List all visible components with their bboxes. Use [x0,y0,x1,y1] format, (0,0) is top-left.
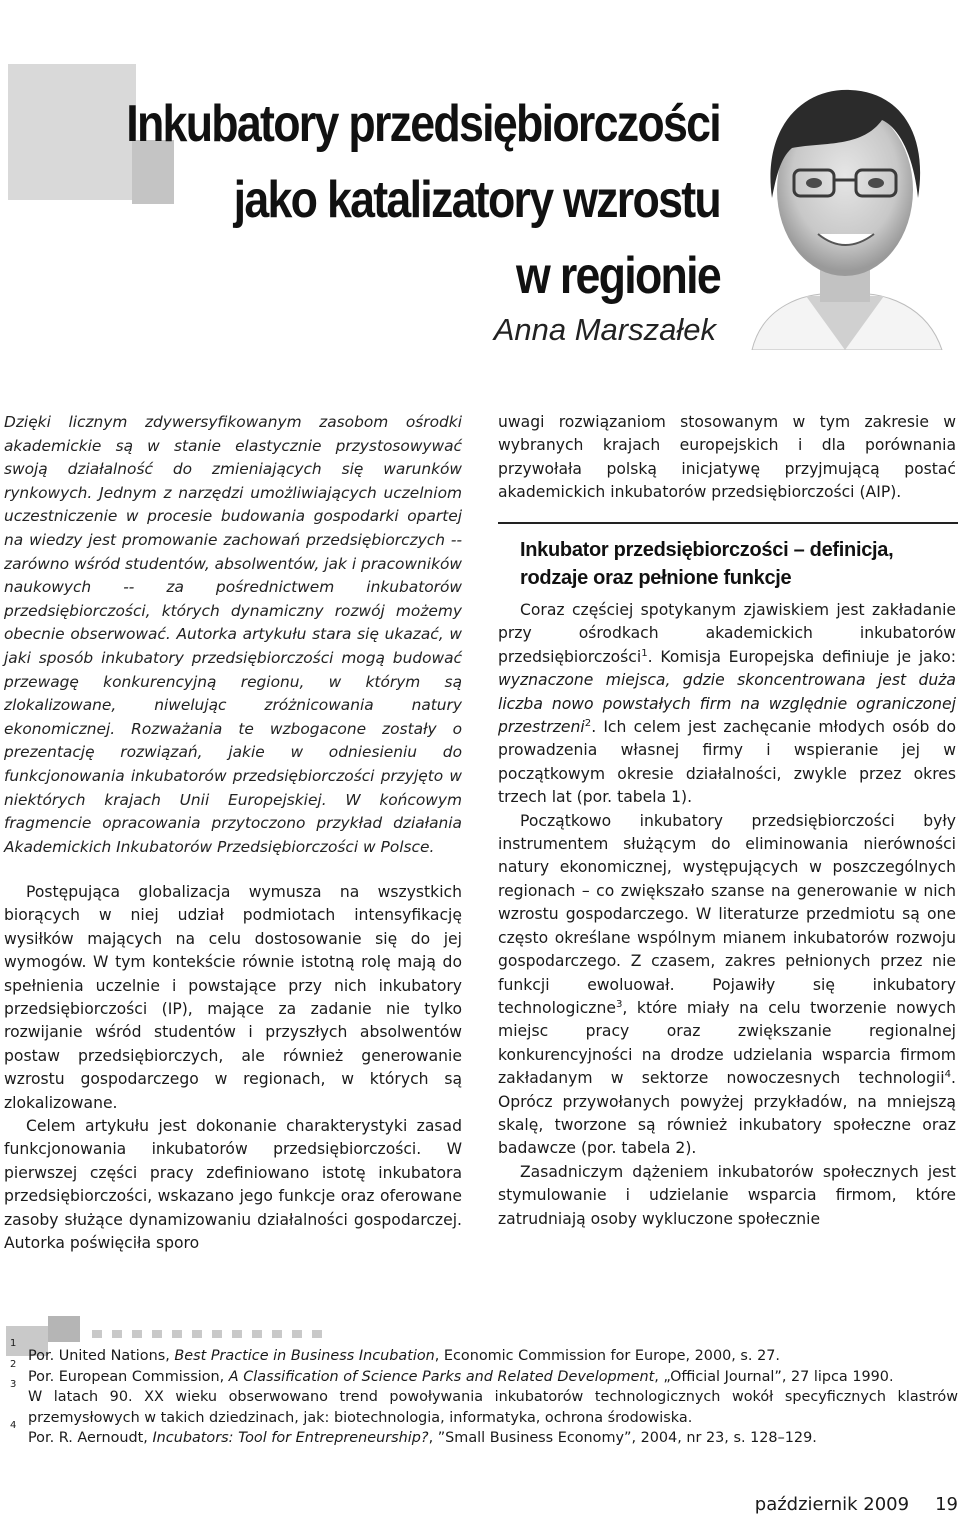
body-paragraph: Coraz częściej spotykanym zjawiskiem jest zakładanie przy ośrodkach akademickich inkubatorów przedsiębiorczości$^1$. Komisja Europejska definiuje je jako: wyznaczone miejsca, gdzie skoncentrowana jest duża liczba nowo powstałych firm na względnie ograniczonej przestrzeni$^2$. Ich celem jest zachęcanie młodych osób do prowadzenia własnej firmy i wspieranie jej w początkowym okresie działalności, zwykle przez okres trzech lat (por. tabela 1). [498,601,956,807]
footnote-ref: 1 [641,647,648,659]
footnote-ref: 2 [584,717,592,729]
footnote: 4 Por. R. Aernoudt, Incubators: Tool for Entrepreneurship?, ”Small Business Economy”, 2004, nr 23, s. 128–129. [10,1420,817,1446]
page-footer [729,1494,958,1515]
body-paragraph: uwagi rozwiązaniom stosowanym w tym zakresie w wybranych krajach europejskich i dla porównania przywołała polską inicjatywę przyjmującą postać akademickich inkubatorów przedsiębiorczości (AIP). [498,413,956,502]
body-paragraph: Początkowo inkubatory przedsiębiorczości były instrumentem służącym do eliminowania nierówności natury ekonomicznej, występujących w poszczególnych regionach – co zwiększało szanse na generowanie w nich wzrostu gospodarczego. W literaturze przedmiotu są one często określane wspólnym mianem inkubatorów rozwoju gospodarczego. Z czasem, zakres pełnionych przez nie funkcji ewoluował. Pojawiły się inkubatory technologiczne$^3$, które miały na celu tworzenie nowych miejsc pracy oraz zwiększanie regionalnej konkurencyjności na drodze udzielania wsparcia firmom zakładanym w sektorze nowoczesnych technologii$^4$. Oprócz przywołanych powyżej przykładów, na mniejszą skalę, tworzone są również inkubatory społeczne oraz badawcze (por. tabela 2). [498,811,956,1158]
right-column-continuation [498,411,956,505]
title-line: Inkubatory przedsiębiorczości [126,95,721,153]
footnotes [10,1346,958,1449]
body-paragraph: Zasadniczym dążeniem inkubatorów społecznych jest stymulowanie i udzielanie wsparcia firmom, które zatrudniają osoby wykluczone społecznie [498,1162,956,1228]
decorative-square [8,64,136,200]
footnote-ref: 4 [944,1068,952,1080]
issue-date: październik 2009 [754,1494,910,1515]
section-rule [498,522,958,524]
body-paragraph: Celem artykułu jest dokonanie charakterystyki zasad funkcjonowania inkubatorów przedsiębiorczości. W pierwszej części pracy zdefiniowano istotę inkubatora przedsiębiorczości, wskazano jego funkcje oraz oferowane zasoby służące dynamizowaniu działalności gospodarczej. Autorka poświęciła sporo [4,1117,462,1253]
author-photo [732,58,958,350]
author-name: Anna Marszałek [493,312,716,347]
article-title [118,86,720,314]
footnote: 3 W latach 90. XX wieku obserwowano trend powoływania inkubatorów technologicznych wokół specyficznych klastrów przemysłowych w takich dziedzinach, jak: biotechnologia, informatyka, ochrona środowiska. [10,1379,958,1426]
footnote: 2 Por. European Commission, A Classification of Science Parks and Related Development, „Official Journal”, 27 lipca 1990. [10,1358,894,1385]
title-line: w regionie [516,247,720,305]
article-abstract: Dzięki licznym zdywersyfikowanym zasobom ośrodki akademickie są w stanie elastycznie przystosowywać swoją działalność do zmieniających się warunków rynkowych. Jednym z narzędzi umożliwiających uczelniom uczestniczenie w procesie budowania gospodarki opartej na wiedzy jest promowanie zachowań przedsiębiorczych -- zarówno wśród studentów, absolwentów, jak i pracowników naukowych -- za pośrednictwem inkubatorów przedsiębiorczości, których dynamiczny rozwój możemy obecnie obserwować. Autorka artykułu stara się ukazać, w jaki sposób inkubatory przedsiębiorczości mogą budować przewagę konkurencyjną regionu, w którym są zlokalizowane, niwelując zróżnicowania natury ekonomicznej. Rozważania te wzbogacone zostały o prezentację rozwiązań, jakie w odniesieniu do funkcjonowania inkubatorów przedsiębiorczości przyjęto w niektórych krajach Unii Europejskiej. W końcowym fragmencie opracowania przytoczono przykład działania Akademickich Inkubatorów Przedsiębiorczości w Polsce. [4,413,462,856]
right-column-body [498,599,956,1231]
body-paragraph: Postępująca globalizacja wymusza na wszystkich biorących w niej udział podmiotach intensyfikację wysiłków mających na celu dostosowanie się do jej wymogów. W tym kontekście równie istotną rolę mają do spełnienia uczelnie i powstające przy nich inkubatory przedsiębiorczości (IP), mające za zadanie nie tylko rozwijanie wśród studentów i przyszłych absolwentów postaw przedsiębiorczych, ale również generowanie wzrostu gospodarczego w regionach, w których są zlokalizowane. [4,883,462,1112]
section-heading: Inkubator przedsiębiorczości – definicja, rodzaje oraz pełnione funkcje [520,539,894,589]
page-number: 19 [935,1494,958,1515]
title-line: jako katalizatory wzrostu [233,171,720,229]
footnote: Por. United Nations, Best Practice in Business Incubation, Economic Commission for Europe, 2000, s. 27. [28,1348,780,1364]
left-column-body [4,881,462,1256]
footnote-ref: 3 [615,998,623,1010]
